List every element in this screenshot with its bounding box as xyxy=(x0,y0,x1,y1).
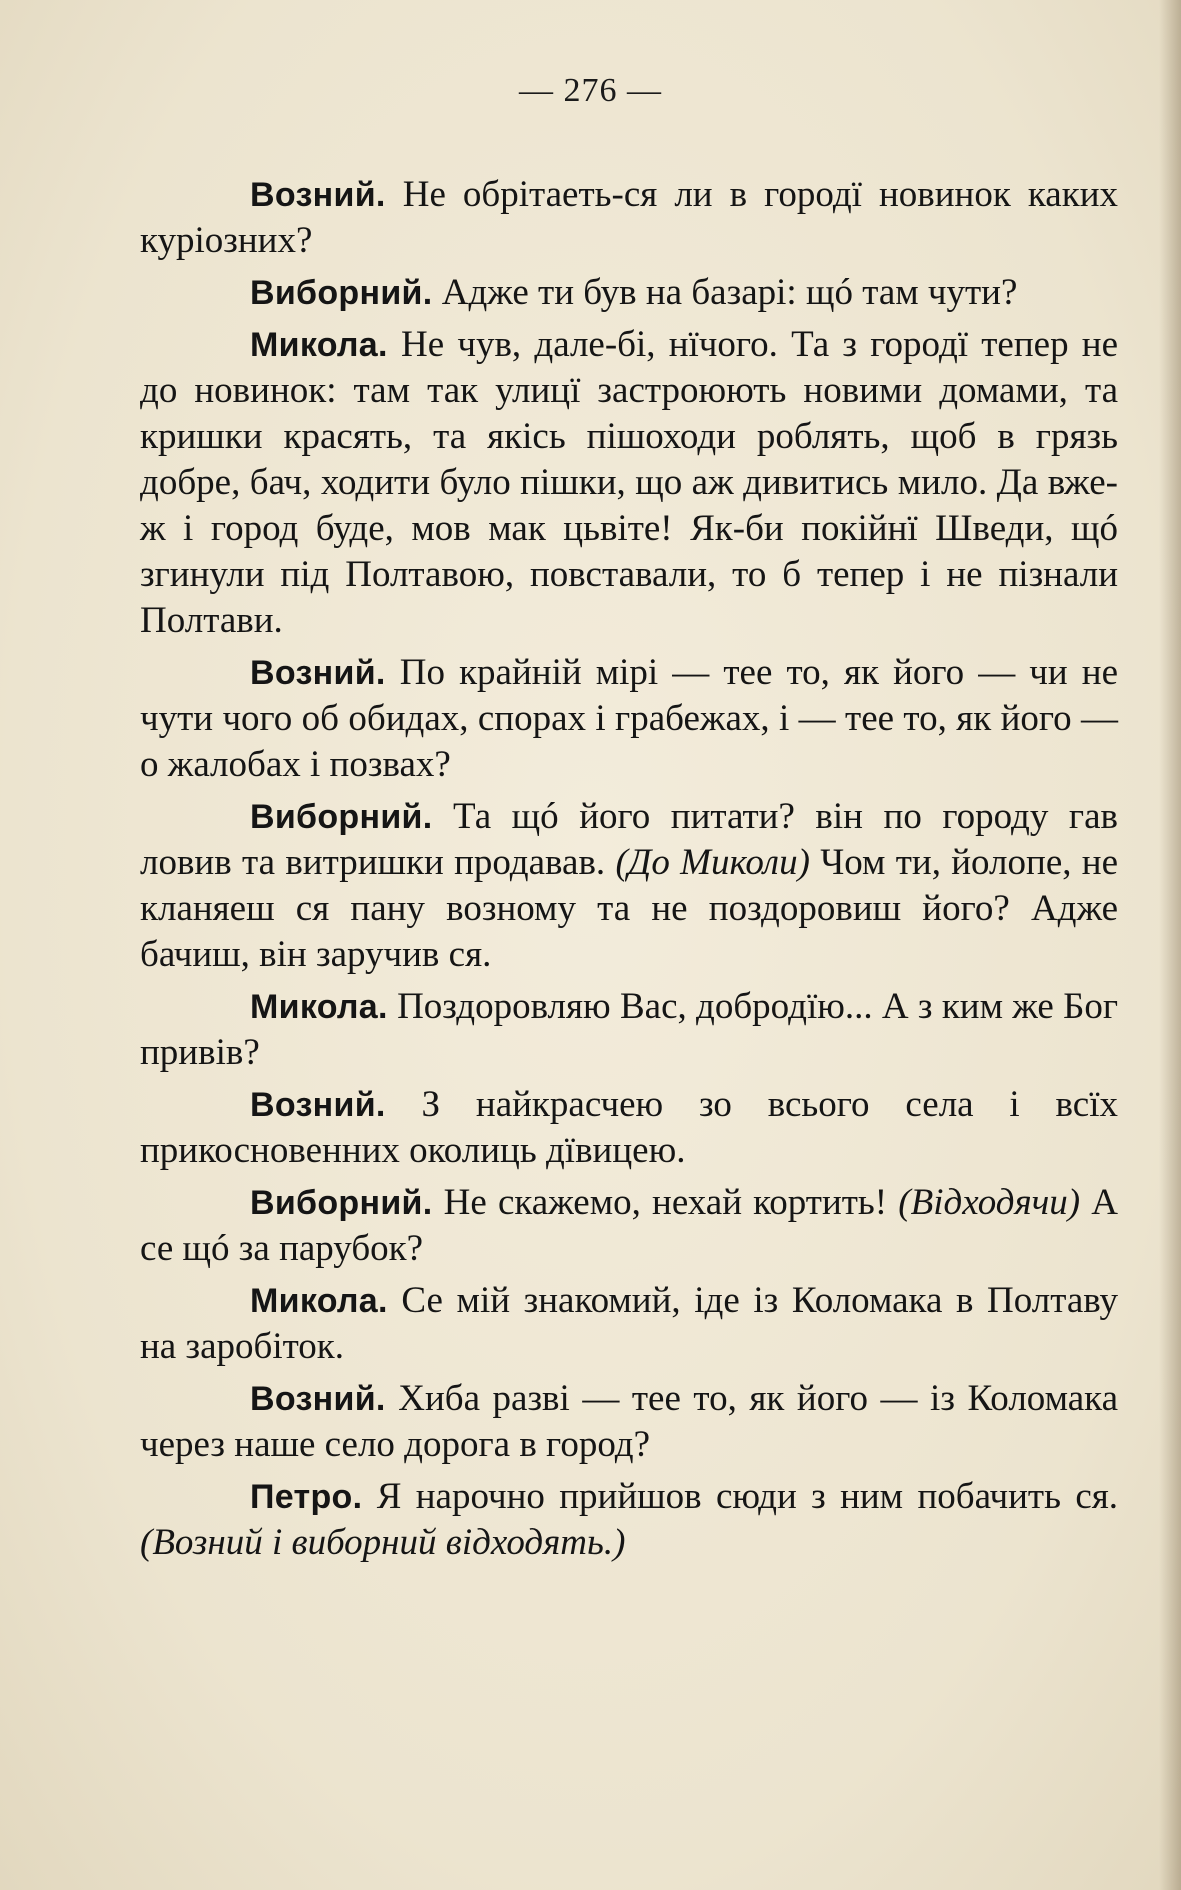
speaker-name: Петро. xyxy=(250,1478,363,1516)
dialogue-line xyxy=(140,650,1118,788)
line-text: Поздоровляю Вас, добродїю... А з ким же Бог привів? xyxy=(140,986,1119,1073)
stage-direction: (Відходячи) xyxy=(898,1182,1081,1223)
line-text: Се мій знакомий, іде із Коломака в Полтаву на заробіток. xyxy=(140,1280,1118,1367)
line-text: Не скажемо, нехай кортить! xyxy=(443,1182,888,1223)
speaker-name: Виборний. xyxy=(250,274,433,312)
dialogue-line xyxy=(140,1474,1118,1566)
line-text: Та щó його питати? він по городу гав ловив та витришки продавав. xyxy=(140,796,1118,883)
dialogue-line xyxy=(140,172,1118,264)
dialogue-text xyxy=(140,172,1118,1572)
line-text: Не чув, дале-бі, нїчого. Та з городї тепер не до новинок: там так улицї застроюють новими домами, та кришки красять, та якісь пішоходи роблять, щоб в грязь добре, бач, ходити було пішки, що аж дивитись мило. Да вже-ж і город буде, мов мак цьвіте! Як-би покійнї Шведи, щó згинули під Полтавою, повставали, то б тепер і не пізнали Полтави. xyxy=(140,324,1119,641)
speaker-name: Возний. xyxy=(250,1380,386,1418)
line-text: Я нарочно прийшов сюди з ним побачить ся. xyxy=(376,1476,1119,1517)
line-text: З найкрасчею зо всього села і всїх прикосновенних околиць дївицею. xyxy=(140,1084,1118,1171)
dialogue-line xyxy=(140,1376,1118,1468)
dialogue-line xyxy=(140,322,1118,644)
dialogue-line xyxy=(140,984,1118,1076)
speaker-name: Виборний. xyxy=(250,1184,433,1222)
speaker-name: Микола. xyxy=(250,988,388,1026)
dialogue-line xyxy=(140,1278,1118,1370)
speaker-name: Возний. xyxy=(250,1086,386,1124)
line-text: По крайній мірі — тее то, як його — чи не чути чого об обидах, спорах і грабежах, і — тее то, як його — о жалобах і позвах? xyxy=(140,652,1119,785)
dialogue-line xyxy=(140,270,1118,316)
speaker-name: Возний. xyxy=(250,654,386,692)
line-text-continued: Чом ти, йолопе, не кланяеш ся пану возному та не поздоровиш його? Адже бачиш, він заручив ся. xyxy=(140,842,1119,975)
speaker-name: Виборний. xyxy=(250,798,433,836)
page-number: — 276 — xyxy=(519,72,662,109)
stage-direction: (До Миколи) xyxy=(615,842,810,883)
dialogue-line xyxy=(140,1082,1118,1174)
line-text: Адже ти був на базарі: щó там чути? xyxy=(441,272,1018,313)
speaker-name: Микола. xyxy=(250,1282,388,1320)
speaker-name: Возний. xyxy=(250,176,386,214)
dialogue-line xyxy=(140,1180,1118,1272)
dialogue-line xyxy=(140,794,1118,978)
stage-direction: (Возний і виборний відходять.) xyxy=(140,1522,626,1563)
line-text: Хиба разві — тее то, як його — із Коломака через наше село дорога в город? xyxy=(140,1378,1119,1465)
line-text-continued: А се щó за парубок? xyxy=(140,1182,1119,1269)
page-spine-shadow xyxy=(1159,0,1181,1890)
speaker-name: Микола. xyxy=(250,326,388,364)
line-text: Не обрітаеть-ся ли в городї новинок каких куріозних? xyxy=(140,174,1118,261)
